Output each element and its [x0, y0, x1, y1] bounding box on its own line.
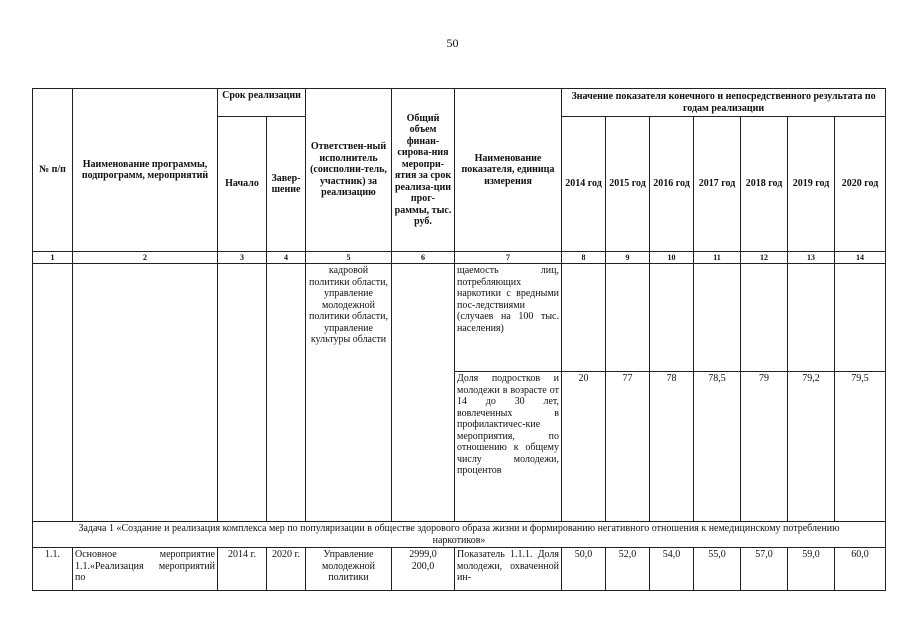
finance-cell — [392, 548, 455, 591]
value-cell: 77 — [606, 372, 650, 522]
program-table — [32, 88, 886, 591]
column-number: 9 — [606, 252, 650, 264]
value-cell: 79,5 — [835, 372, 886, 522]
row-number: 1.1. — [33, 548, 73, 591]
header-start: Начало — [218, 117, 267, 252]
header-no: № п/п — [33, 89, 73, 252]
header-year: 2014 год — [562, 117, 606, 252]
column-number: 14 — [835, 252, 886, 264]
column-number: 3 — [218, 252, 267, 264]
header-values: Значение показателя конечного и непосредственного результата по годам реализации — [562, 89, 886, 117]
task-title: Задача 1 «Создание и реализация комплекса мер по популяризации в обществе здорового образа жизни и формированию негативного отношения к немедицинскому потреблению наркотиков» — [33, 522, 886, 548]
value-cell: 52,0 — [606, 548, 650, 591]
column-number: 10 — [650, 252, 694, 264]
column-number: 6 — [392, 252, 455, 264]
header-term: Срок реализации — [218, 89, 306, 117]
header-year: 2020 год — [835, 117, 886, 252]
header-end: Завер-шение — [267, 117, 306, 252]
indicator-cell: Показатель 1.1.1. Доля молодежи, охваченной ин- — [455, 548, 562, 591]
column-number: 7 — [455, 252, 562, 264]
value-cell: 54,0 — [650, 548, 694, 591]
indicator-cell: щаемость лиц, потребляющих наркотики с вредными пос-ледствиями (случаев на 100 тыс. населения) — [455, 264, 562, 372]
task-row — [33, 522, 886, 548]
value-cell: 20 — [562, 372, 606, 522]
column-number: 12 — [741, 252, 788, 264]
end-year: 2020 г. — [267, 548, 306, 591]
value-cell: 50,0 — [562, 548, 606, 591]
value-cell: 59,0 — [788, 548, 835, 591]
table-row — [33, 548, 886, 591]
header-year: 2019 год — [788, 117, 835, 252]
value-cell: 57,0 — [741, 548, 788, 591]
start-year: 2014 г. — [218, 548, 267, 591]
column-number: 5 — [306, 252, 392, 264]
header-year: 2018 год — [741, 117, 788, 252]
header-name: Наименование программы, подпрограмм, мероприятий — [73, 89, 218, 252]
column-number: 11 — [694, 252, 741, 264]
page-number: 50 — [446, 36, 459, 50]
header-indicator: Наименование показателя, единица измерения — [455, 89, 562, 252]
finance-part: 200,0 — [411, 560, 435, 572]
column-number: 13 — [788, 252, 835, 264]
executor-cell: Управление молодежной политики — [306, 548, 392, 591]
header-row-1 — [33, 89, 886, 117]
header-finance: Общий объем финан-сирова-ния меропри-ятия за срок реализа-ции прог-раммы, тыс. руб. — [392, 89, 455, 252]
value-cell: 55,0 — [694, 548, 741, 591]
value-cell: 79 — [741, 372, 788, 522]
header-year: 2015 год — [606, 117, 650, 252]
value-cell: 78,5 — [694, 372, 741, 522]
column-number: 2 — [73, 252, 218, 264]
column-number: 1 — [33, 252, 73, 264]
value-cell: 78 — [650, 372, 694, 522]
header-executor: Ответствен-ный исполнитель (соисполни-тель, участник) за реализацию — [306, 89, 392, 252]
value-cell: 79,2 — [788, 372, 835, 522]
measure-name: Основное мероприятие 1.1.«Реализация мероприятий по — [73, 548, 218, 591]
indicator-cell: Доля подростков и молодежи в возрасте от 14 до 30 лет, вовлеченных в профилактичес-кие мероприятия, по отношению к общему числу молодежи, процентов — [455, 372, 562, 522]
column-number-row — [33, 252, 886, 264]
table-row — [33, 264, 886, 372]
column-number: 8 — [562, 252, 606, 264]
header-year: 2017 год — [694, 117, 741, 252]
value-cell: 60,0 — [835, 548, 886, 591]
column-number: 4 — [267, 252, 306, 264]
executor-cell: кадровой политики области, управление молодежной политики области, управление культуры области — [306, 264, 392, 522]
finance-total: 2999,0 — [409, 549, 437, 560]
header-year: 2016 год — [650, 117, 694, 252]
